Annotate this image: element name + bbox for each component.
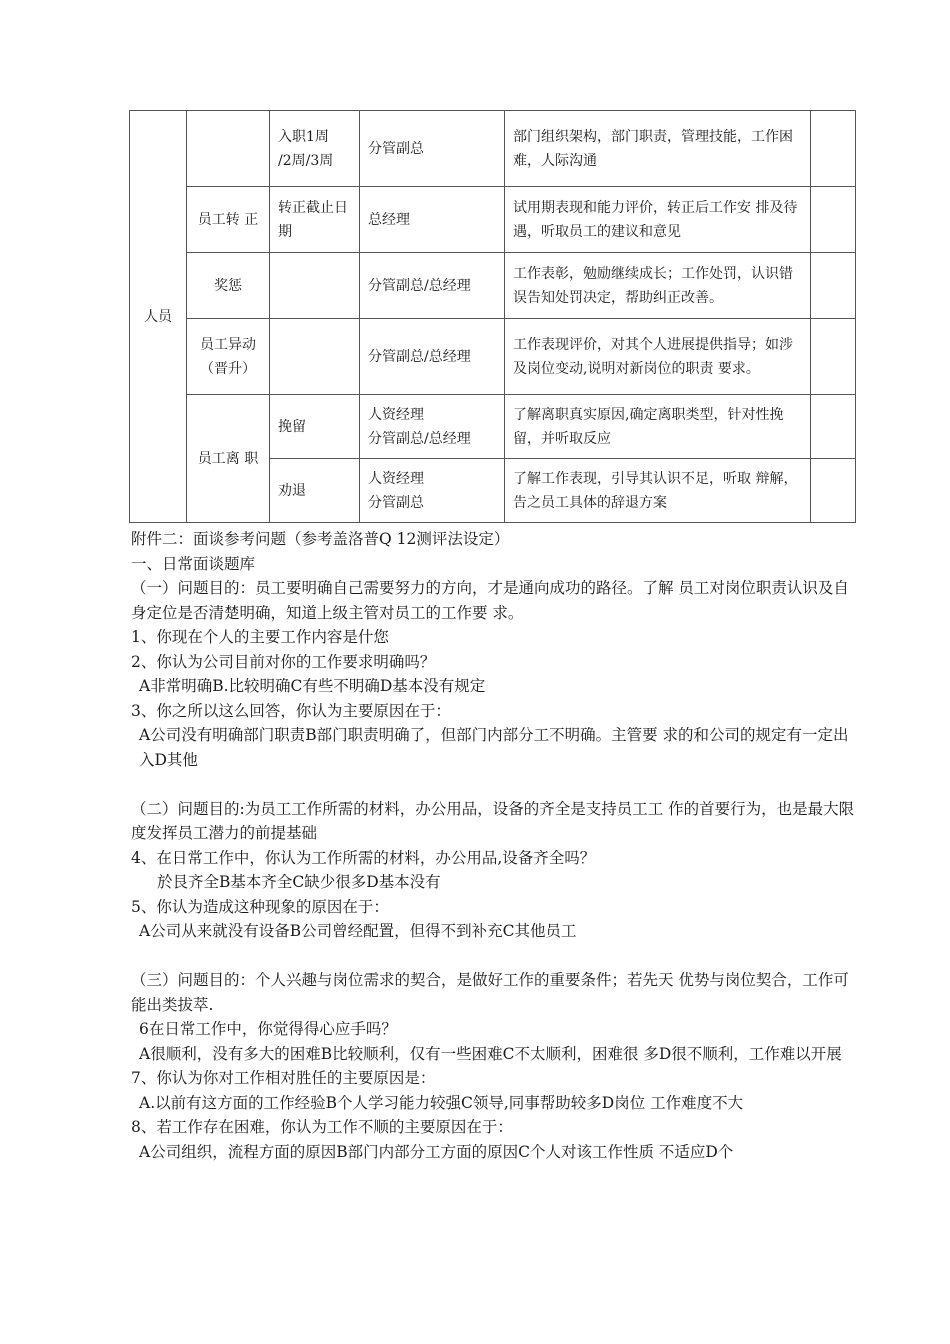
question: 8、若工作存在困难，你认为工作不顺的主要原因在于：: [131, 1118, 513, 1136]
question: 3、你之所以这么回答，你认为主要原因在于：: [131, 701, 451, 720]
purpose-paragraph: （二）问题目的:为员工工作所需的材料，办公用品，设备的齐全是支持员工工 作的首要行为，也是最大限度发挥员工潜力的前提基础: [131, 799, 855, 842]
question: 7、你认为你对工作相对胜任的主要原因是：: [131, 1069, 436, 1087]
timing-cell: 挽留: [270, 395, 360, 459]
content-cell: 试用期表现和能力评价，转正后工作安 排及待遇，听取员工的建议和意见: [505, 187, 811, 253]
table-row: [130, 187, 856, 253]
interviewer-text: 人资经理 分管副总/总经理: [368, 406, 471, 447]
timing-text: 入职1周 /2周/3周: [278, 128, 334, 169]
content-cell: 了解工作表现，引导其认识不足，听取 辩解，告之员工具体的辞退方案: [505, 459, 811, 523]
interviewer-cell: [360, 459, 505, 523]
blank-cell: [811, 319, 856, 395]
question: 5、你认为造成这种现象的原因在于：: [131, 897, 389, 916]
answer-options: A公司组织，流程方面的原因B部门内部分工方面的原因C个人对该工作性质 不适应D个: [139, 1142, 734, 1161]
timing-cell: [270, 253, 360, 319]
content-cell: 工作表现评价，对其个人进展提供指导；如涉及岗位变动,说明对新岗位的职责 要求。: [505, 319, 811, 395]
spacer: [131, 944, 858, 969]
interviewer-cell: 总经理: [360, 187, 505, 253]
blank-cell: [811, 111, 856, 187]
item-cell: 员工离 职: [187, 395, 270, 523]
content-cell: 部门组织架构，部门职责，管理技能，工作困难，人际沟通: [505, 111, 811, 187]
answer-options: A非常明确B.比较明确C有些不明确D基本没有规定: [139, 677, 486, 695]
category-cell: 人员: [130, 111, 187, 523]
item-cell: 员工转 正: [187, 187, 270, 253]
table-row: [130, 111, 856, 187]
timing-cell: 劝退: [270, 459, 360, 523]
item-cell: 奖惩: [187, 253, 270, 319]
interviewer-cell: 分管副总: [360, 111, 505, 187]
table-row: [130, 253, 856, 319]
answer-options: 於艮齐全B基本齐全C缺少很多D基本没有: [157, 873, 441, 891]
interviewer-text: 人资经理 分管副总: [368, 470, 424, 511]
interviewer-cell: 分管副总/总经理: [360, 253, 505, 319]
table-row: [130, 395, 856, 459]
interview-questions-text: [131, 527, 858, 1164]
answer-options: A很顺利，没有多大的困难B比较顺利，仅有一些困难C不太顺利，困难很 多D很不顺利，工作难以开展: [139, 1044, 842, 1063]
blank-cell: [811, 395, 856, 459]
content-cell: 工作表彰，勉励继续成长；工作处罚，认识错误告知处罚决定，帮助纠正改善。: [505, 253, 811, 319]
attachment-title: 附件二：面谈参考问题（参考盖洛普Q 12测评法设定）: [131, 530, 510, 548]
section-heading: 一、日常面谈题库: [131, 554, 256, 573]
answer-options: A.以前有这方面的工作经验B个人学习能力较强C领导,同事帮助较多D岗位 工作难度不大: [139, 1093, 744, 1112]
question: 4、在日常工作中，你认为工作所需的材料，办公用品,设备齐全吗？: [131, 848, 596, 867]
answer-options: A公司从来就没有设备B公司曾经配置，但得不到补充C其他员工: [139, 922, 577, 940]
blank-cell: [811, 459, 856, 523]
question: 2、你认为公司目前对你的工作要求明确吗？: [131, 652, 436, 671]
item-cell: [187, 111, 270, 187]
content-cell: 了解离职真实原因,确定离职类型，针对性挽留，并听取反应: [505, 395, 811, 459]
blank-cell: [811, 187, 856, 253]
answer-options: A公司没有明确部门职责B部门职责明确了，但部门内部分工不明确。主管要 求的和公司的规定有一定出入D其他: [139, 726, 849, 769]
purpose-paragraph: （一）问题目的：员工要明确自己需要努力的方向，才是通向成功的路径。了解 员工对岗位职责认识及自身定位是否清楚明确，知道上级主管对员工的工作要 求。: [131, 579, 849, 622]
question: 1、你现在个人的主要工作内容是什您: [131, 628, 389, 646]
interviewer-cell: 分管副总/总经理: [360, 319, 505, 395]
interview-schedule-table: [129, 110, 856, 523]
question: 6在日常工作中，你觉得得心应手吗？: [139, 1020, 397, 1038]
spacer: [131, 772, 858, 797]
table-row: [130, 319, 856, 395]
timing-cell: 转正截止日期: [270, 187, 360, 253]
purpose-paragraph: （三）问题目的：个人兴趣与岗位需求的契合，是做好工作的重要条件；若先天 优势与岗位契合，工作可能出类拔萃.: [131, 971, 849, 1014]
interviewer-cell: [360, 395, 505, 459]
timing-cell: [270, 111, 360, 187]
item-cell: 员工异动（晋升）: [187, 319, 270, 395]
timing-cell: [270, 319, 360, 395]
blank-cell: [811, 253, 856, 319]
